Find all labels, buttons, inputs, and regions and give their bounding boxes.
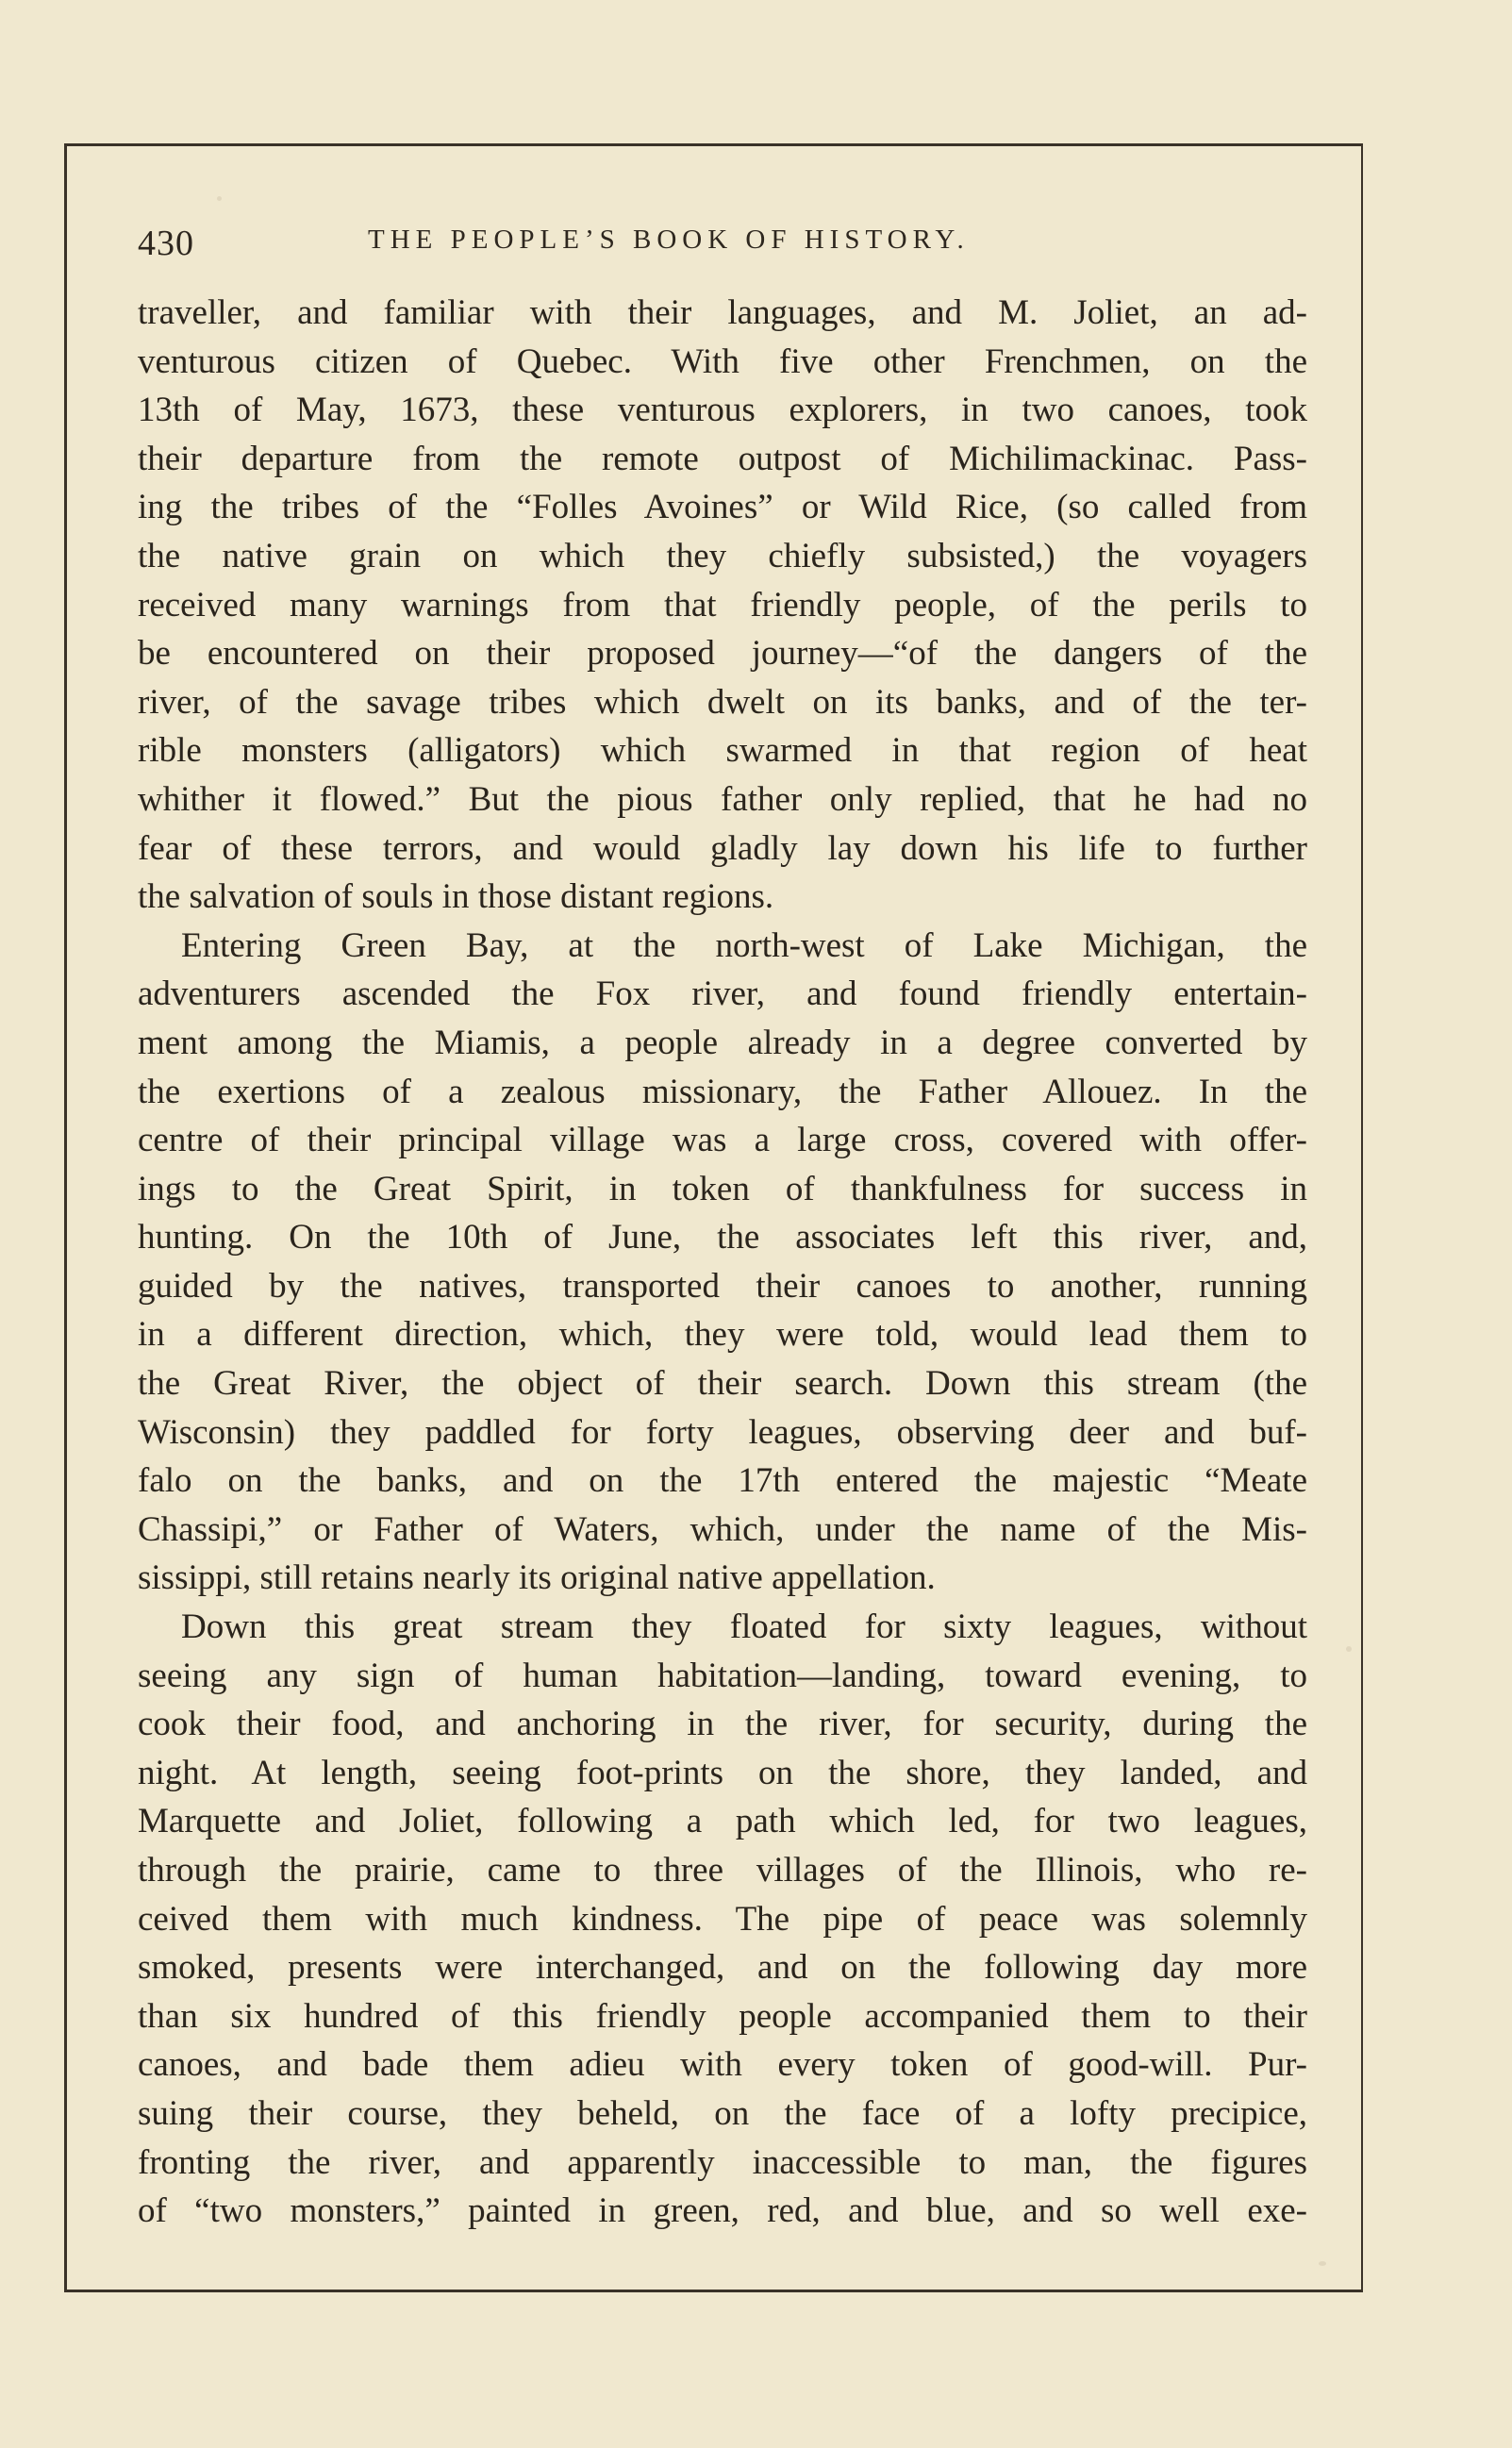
text-line: adventurers ascended the Fox river, and found friendly entertain-: [138, 974, 1307, 1014]
paragraph: [138, 1603, 1307, 2236]
text-line: guided by the natives, transported their canoes to another, running: [138, 1266, 1307, 1306]
text-line: Wisconsin) they paddled for forty leagues, observing deer and buf-: [138, 1412, 1307, 1452]
text-line: sissippi, still retains nearly its original native appellation.: [138, 1558, 936, 1598]
text-line: smoked, presents were interchanged, and on the following day more: [138, 1948, 1307, 1988]
running-head: [138, 217, 1307, 274]
text-line: canoes, and bade them adieu with every token of good-will. Pur-: [138, 2045, 1307, 2085]
text-line: ings to the Great Spirit, in token of thankfulness for success in: [138, 1169, 1307, 1208]
text-line: the salvation of souls in those distant regions.: [138, 877, 774, 917]
text-line: Entering Green Bay, at the north-west of Lake Michigan, the: [181, 925, 1307, 965]
page-number: 430: [138, 224, 194, 263]
text-line: the Great River, the object of their search. Down this stream (the: [138, 1364, 1307, 1404]
text-line: fear of these terrors, and would gladly lay down his life to further: [138, 828, 1307, 868]
text-line: received many warnings from that friendly people, of the perils to: [138, 585, 1307, 624]
text-line: than six hundred of this friendly people accompanied them to their: [138, 1996, 1307, 2036]
text-line: their departure from the remote outpost of Michilimackinac. Pass-: [138, 439, 1307, 478]
running-title: THE PEOPLE’S BOOK OF HISTORY.: [368, 225, 970, 255]
text-line: centre of their principal village was a large cross, covered with offer-: [138, 1121, 1307, 1160]
text-line: falo on the banks, and on the 17th entered the majestic “Meate: [138, 1461, 1307, 1501]
text-line: ceived them with much kindness. The pipe of peace was solemnly: [138, 1899, 1307, 1939]
text-line: of “two monsters,” painted in green, red, and blue, and so well exe-: [138, 2191, 1307, 2231]
text-line: traveller, and familiar with their languages, and M. Joliet, an ad-: [138, 293, 1307, 332]
text-line: 13th of May, 1673, these venturous explorers, in two canoes, took: [138, 391, 1307, 430]
text-line: hunting. On the 10th of June, the associates left this river, and,: [138, 1218, 1307, 1257]
text-line: river, of the savage tribes which dwelt on its banks, and of the ter-: [138, 682, 1307, 722]
paper-spot: [1319, 2261, 1326, 2266]
text-line: venturous citizen of Quebec. With five other Frenchmen, on the: [138, 341, 1307, 381]
text-line: ment among the Miamis, a people already in a degree converted by: [138, 1023, 1307, 1062]
text-line: in a different direction, which, they were told, would lead them to: [138, 1315, 1307, 1355]
text-line: ing the tribes of the “Folles Avoines” or Wild Rice, (so called from: [138, 488, 1307, 527]
text-line: Marquette and Joliet, following a path which led, for two leagues,: [138, 1802, 1307, 1841]
text-line: through the prairie, came to three villages of the Illinois, who re-: [138, 1851, 1307, 1890]
text-line: be encountered on their proposed journey—“of the dangers of the: [138, 634, 1307, 674]
paper-spot: [1346, 1646, 1352, 1652]
text-line: seeing any sign of human habitation—landing, toward evening, to: [138, 1656, 1307, 1695]
paragraph: [138, 922, 1307, 1603]
text-line: suing their course, they beheld, on the face of a lofty precipice,: [138, 2093, 1307, 2133]
text-line: night. At length, seeing foot-prints on the shore, they landed, and: [138, 1753, 1307, 1792]
text-line: Chassipi,” or Father of Waters, which, under the name of the Mis-: [138, 1509, 1307, 1549]
text-line: Down this great stream they floated for sixty leagues, without: [181, 1607, 1307, 1647]
text-line: cook their food, and anchoring in the river, for security, during the: [138, 1705, 1307, 1744]
paper-spot: [217, 196, 222, 201]
text-line: rible monsters (alligators) which swarmed in that region of heat: [138, 731, 1307, 771]
text-line: the exertions of a zealous missionary, the Father Allouez. In the: [138, 1072, 1307, 1111]
text-line: whither it flowed.” But the pious father only replied, that he had no: [138, 779, 1307, 819]
text-line: the native grain on which they chiefly subsisted,) the voyagers: [138, 536, 1307, 575]
body-text: [138, 289, 1307, 2236]
text-line: fronting the river, and apparently inaccessible to man, the figures: [138, 2142, 1307, 2182]
paragraph: [138, 289, 1307, 922]
